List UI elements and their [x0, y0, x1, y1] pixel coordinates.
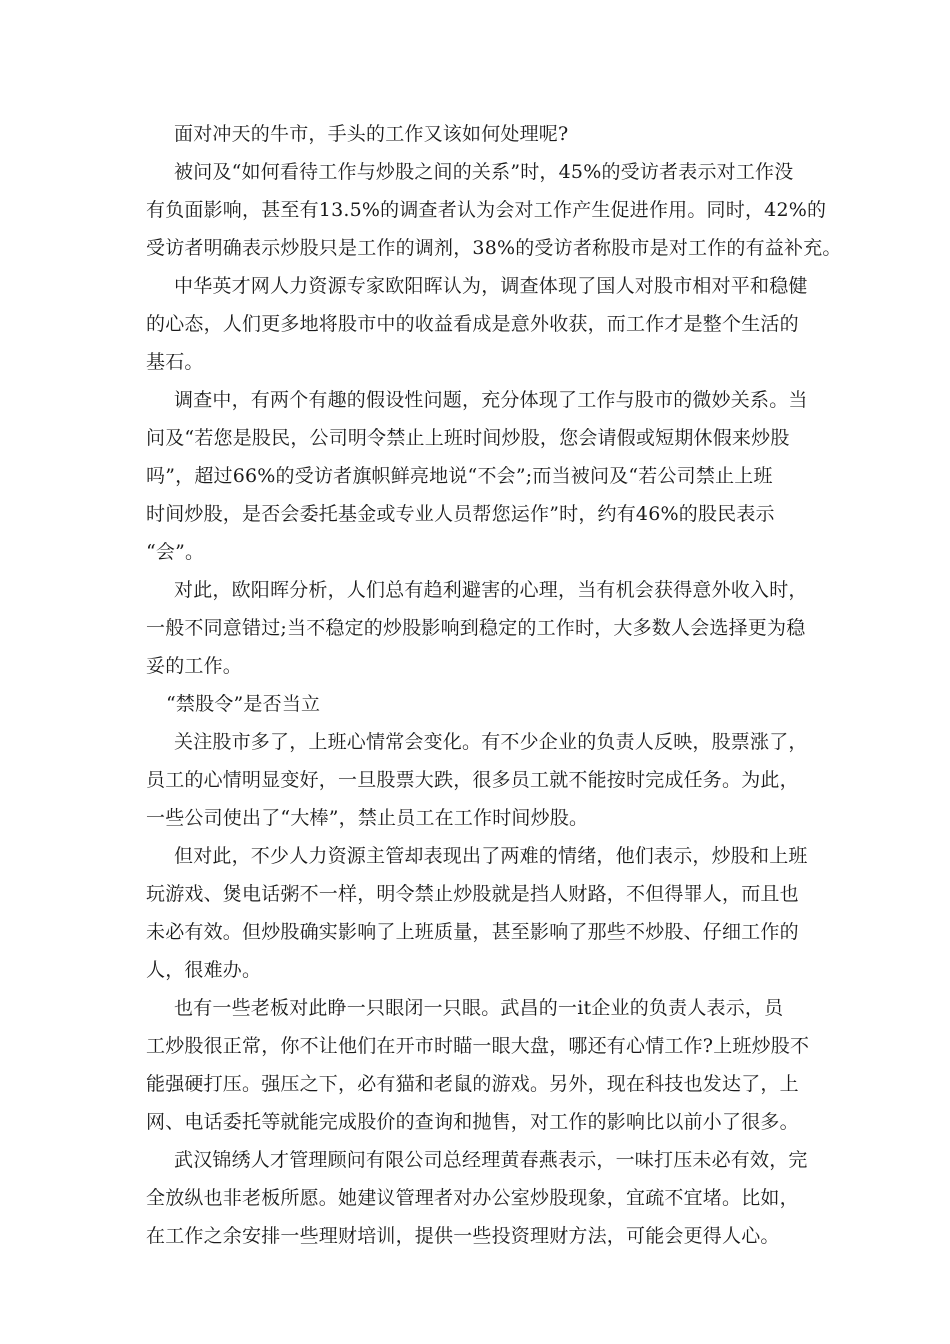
paragraph-line: 调查中，有两个有趣的假设性问题，充分体现了工作与股市的微妙关系。当 — [174, 389, 808, 411]
paragraph-line: 被问及“如何看待工作与炒股之间的关系”时，45%的受访者表示对工作没 — [174, 161, 794, 183]
paragraph-line: 全放纵也非老板所愿。她建议管理者对办公室炒股现象，宜疏不宜堵。比如， — [146, 1187, 799, 1209]
paragraph-line: 但对此，不少人力资源主管却表现出了两难的情绪，他们表示，炒股和上班 — [174, 845, 808, 867]
paragraph-line: 关注股市多了，上班心情常会变化。有不少企业的负责人反映，股票涨了， — [174, 731, 808, 753]
paragraph-line: 武汉锦绣人才管理顾问有限公司总经理黄春燕表示，一味打压未必有效，完 — [174, 1149, 808, 1171]
paragraph-line: 一些公司使出了“大棒”，禁止员工在工作时间炒股。 — [146, 807, 589, 829]
paragraph-line: 妥的工作。 — [146, 655, 243, 677]
paragraph-line: 中华英才网人力资源专家欧阳晖认为，调查体现了国人对股市相对平和稳健 — [174, 275, 808, 297]
paragraph-line: 人，很难办。 — [146, 959, 262, 981]
paragraph-line: “会”。 — [146, 541, 205, 563]
paragraph-line: 工炒股很正常，你不让他们在开市时瞄一眼大盘，哪还有心情工作?上班炒股不 — [146, 1035, 810, 1057]
paragraph-line: 有负面影响，甚至有13.5%的调查者认为会对工作产生促进作用。同时，42%的 — [146, 199, 827, 221]
paragraph-line: 时间炒股，是否会委托基金或专业人员帮您运作”时，约有46%的股民表示 — [146, 503, 775, 525]
paragraph-line: 问及“若您是股民，公司明令禁止上班时间炒股，您会请假或短期休假来炒股 — [146, 427, 790, 449]
paragraph-line: 能强硬打压。强压之下，必有猫和老鼠的游戏。另外，现在科技也发达了，上 — [146, 1073, 799, 1095]
paragraph-line: 基石。 — [146, 351, 204, 373]
paragraph-line: 一般不同意错过;当不稳定的炒股影响到稳定的工作时，大多数人会选择更为稳 — [146, 617, 806, 639]
paragraph-line: 受访者明确表示炒股只是工作的调剂，38%的受访者称股市是对工作的有益补充。 — [146, 237, 842, 259]
paragraph-line: 对此，欧阳晖分析，人们总有趋利避害的心理，当有机会获得意外收入时， — [174, 579, 808, 601]
paragraph-line: 员工的心情明显变好，一旦股票大跌，很多员工就不能按时完成任务。为此， — [146, 769, 799, 791]
paragraph-line: 在工作之余安排一些理财培训，提供一些投资理财方法，可能会更得人心。 — [146, 1225, 780, 1247]
paragraph-line: 网、电话委托等就能完成股价的查询和抛售，对工作的影响比以前小了很多。 — [146, 1111, 799, 1133]
paragraph-line: 吗”，超过66%的受访者旗帜鲜亮地说“不会”;而当被问及“若公司禁止上班 — [146, 465, 773, 487]
paragraph-line: 也有一些老板对此睁一只眼闭一只眼。武昌的一it企业的负责人表示，员 — [174, 997, 784, 1019]
paragraph-line: 未必有效。但炒股确实影响了上班质量，甚至影响了那些不炒股、仔细工作的 — [146, 921, 799, 943]
section-heading: “禁股令”是否当立 — [166, 693, 321, 715]
paragraph-line: 玩游戏、煲电话粥不一样，明令禁止炒股就是挡人财路，不但得罪人，而且也 — [146, 883, 799, 905]
paragraph-line: 的心态，人们更多地将股市中的收益看成是意外收获，而工作才是整个生活的 — [146, 313, 799, 335]
paragraph-line: 面对冲天的牛市，手头的工作又该如何处理呢? — [174, 123, 569, 145]
